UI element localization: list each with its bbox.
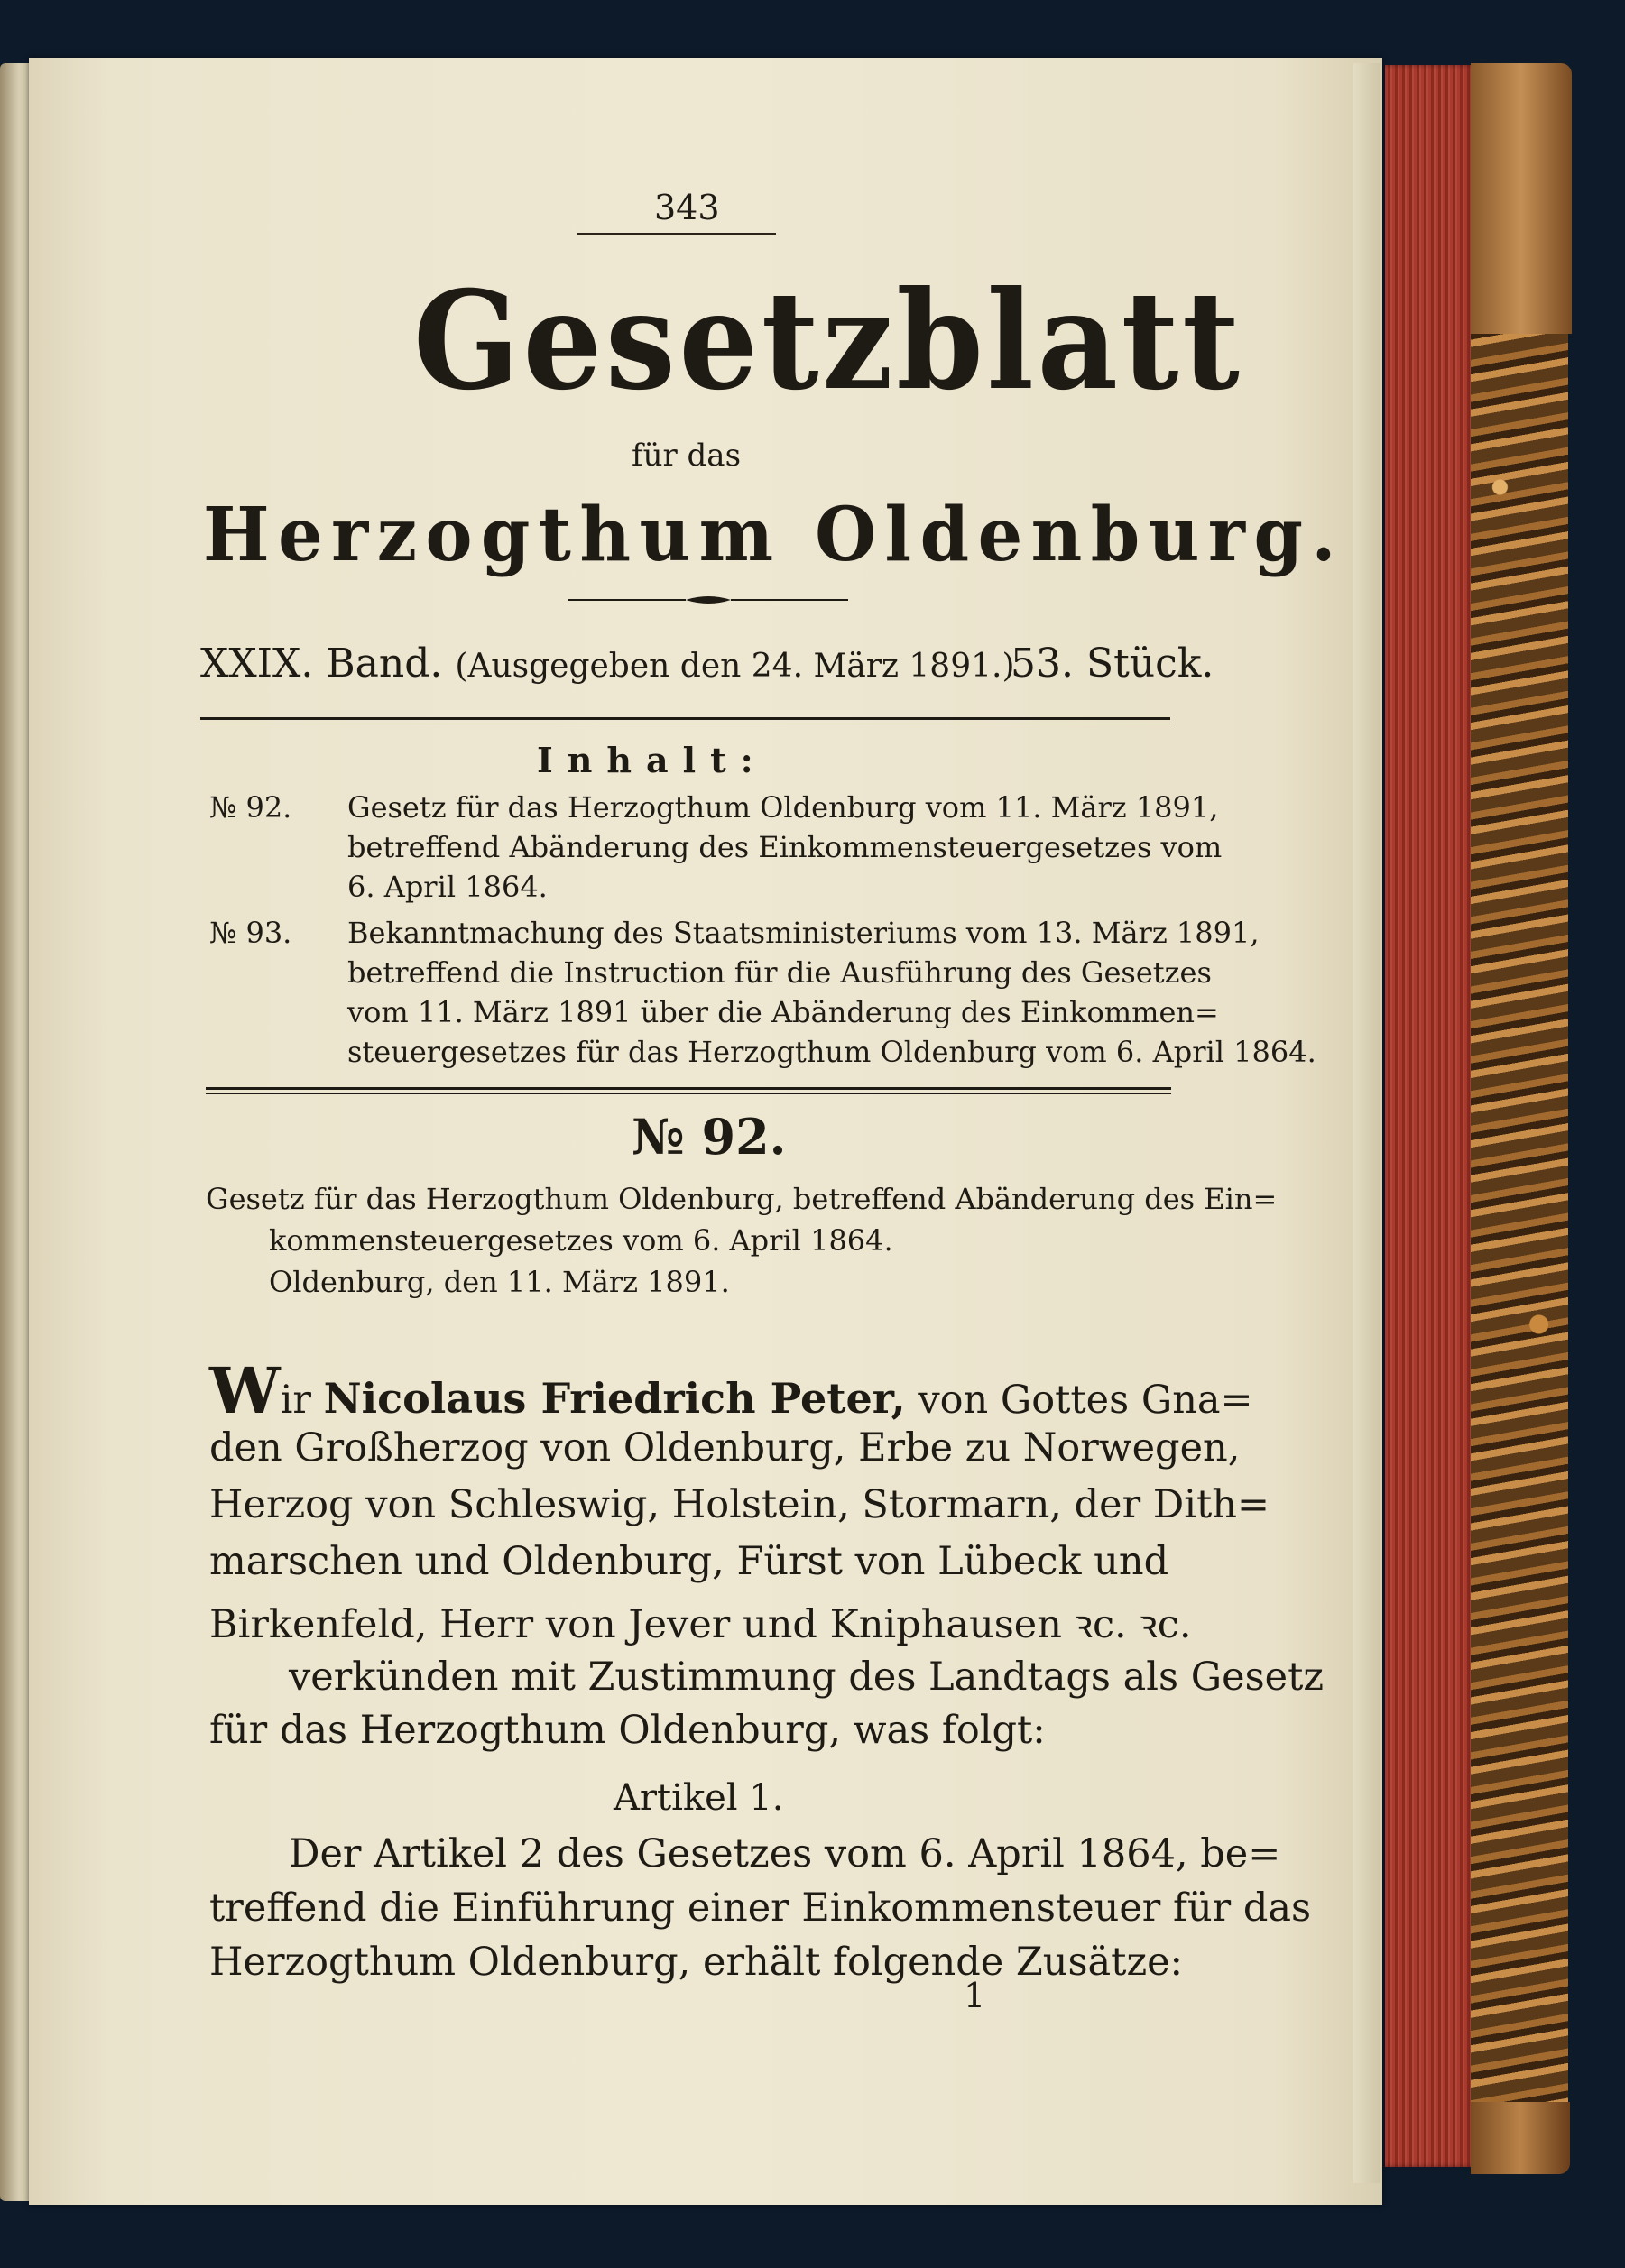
toc-line: betreffend die Instruction für die Ausführung des Gesetzes (347, 955, 1212, 990)
volume-line (200, 641, 1015, 687)
contents-rule (206, 1087, 1171, 1090)
law-date-line: Oldenburg, den 11. März 1891. (269, 1265, 730, 1299)
masthead-subtitle: für das (632, 438, 742, 474)
header-rule (200, 717, 1170, 720)
preamble-line: den Großherzog von Oldenburg, Erbe zu Norwegen, (209, 1425, 1241, 1471)
preamble-line: Herzog von Schleswig, Holstein, Stormarn, der Dith= (209, 1482, 1270, 1527)
masthead-title: Gesetzblatt (413, 262, 1243, 420)
page-stack-edge (1353, 63, 1380, 2183)
law-title-line: Gesetz für das Herzogthum Oldenburg, betreffend Abänderung des Ein= (206, 1182, 1278, 1216)
initial-rest: ir (280, 1378, 311, 1423)
leather-corner-top (1471, 63, 1572, 334)
toc-line: betreffend Abänderung des Einkommensteuergesetzes vom (347, 830, 1223, 864)
article-line: treffend die Einführung einer Einkommensteuer für das (209, 1885, 1312, 1931)
article-line: Herzogthum Oldenburg, erhält folgende Zusätze: (209, 1940, 1184, 1985)
enactment-line: verkünden mit Zustimmung des Landtags als Gesetz (289, 1655, 1325, 1700)
issue-number: 53. Stück. (1011, 641, 1214, 687)
contents-heading: Inhalt: (537, 740, 768, 780)
sovereign-name: Nicolaus Friedrich Peter, (323, 1374, 906, 1423)
toc-number: № 93. (209, 916, 292, 950)
toc-number: № 92. (209, 790, 292, 825)
law-title-line: kommensteuergesetzes vom 6. April 1864. (269, 1223, 893, 1258)
volume-word: Band. (326, 641, 443, 687)
article-line: Der Artikel 2 des Gesetzes vom 6. April 1864, be= (289, 1831, 1281, 1876)
page-number-rule (577, 233, 776, 235)
volume-number: XXIX. (200, 641, 314, 687)
preamble-tail: von Gottes Gna= (918, 1378, 1253, 1423)
article-heading: Artikel 1. (614, 1777, 784, 1819)
toc-line: Bekanntmachung des Staatsministeriums vom 13. März 1891, (347, 916, 1260, 950)
issue-date: (Ausgegeben den 24. März 1891.) (455, 648, 1015, 685)
marbled-cover (1471, 69, 1568, 2162)
page-number: 343 (654, 188, 720, 227)
ornamental-rule (568, 591, 848, 609)
preamble-line: marschen und Oldenburg, Fürst von Lübeck und (209, 1539, 1169, 1584)
preamble-line: Birkenfeld, Herr von Jever und Kniphausen ꝛc. ꝛc. (209, 1602, 1192, 1647)
toc-line: steuergesetzes für das Herzogthum Oldenburg vom 6. April 1864. (347, 1035, 1316, 1069)
preamble-first-line (209, 1353, 1253, 1428)
law-number: № 92. (632, 1108, 787, 1166)
initial-letter: W (209, 1353, 281, 1428)
enactment-line: für das Herzogthum Oldenburg, was folgt: (209, 1708, 1046, 1753)
red-page-edges (1385, 65, 1475, 2167)
contents-rule-thin (206, 1093, 1171, 1094)
toc-line: vom 11. März 1891 über die Abänderung des Einkommen= (347, 995, 1219, 1029)
leather-corner-bottom (1471, 2102, 1570, 2174)
toc-line: Gesetz für das Herzogthum Oldenburg vom 11. März 1891, (347, 790, 1219, 825)
signature-mark: 1 (964, 1976, 986, 2015)
toc-line: 6. April 1864. (347, 870, 548, 904)
territory-title: Herzogthum Oldenburg. (203, 492, 1345, 578)
